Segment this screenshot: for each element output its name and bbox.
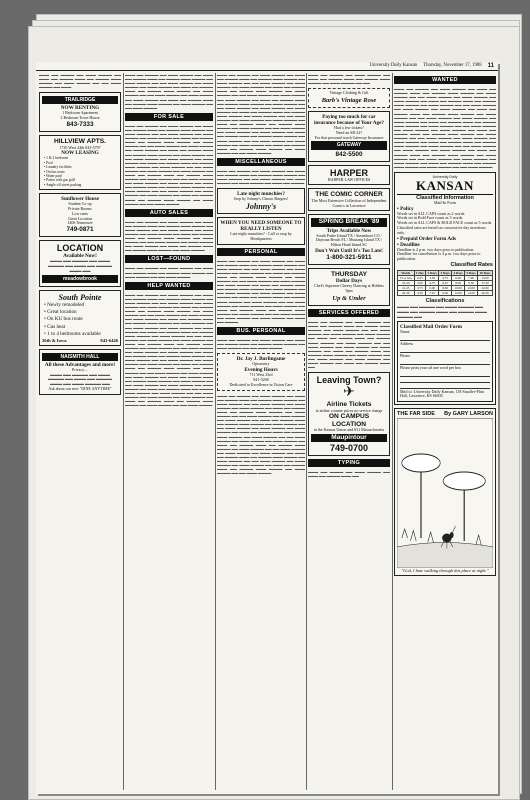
comic-drawing [397,418,493,568]
ad-hillview [39,135,121,190]
table-cell: 26.50 [478,291,493,296]
ad-line: Great Location [67,215,93,221]
table-row [398,291,493,296]
list-item: • 1 to 4 bedrooms available [44,331,118,338]
classified-text-block: ▬▬▬ ▬▬ ▬▬▬▬ ▬▬ ▬▬▬ ▬▬▬▬ ▬▬ ▬▬▬ ▬▬ ▬▬▬▬ ▬▬▬ ▬▬ ▬▬▬▬ ▬▬▬ ▬▬▬▬ ▬▬ ▬▬▬ ▬▬▬▬ ▬▬ ▬▬ ▬▬▬ ▬▬▬▬ ▬▬ ▬▬▬ ▬▬▬▬ ▬▬ ▬▬▬ ▬▬▬▬ ▬▬ ▬▬▬ ▬▬ ▬▬▬▬ ▬▬▬ ▬▬ ▬▬▬▬ ▬▬▬ ▬▬▬▬ ▬▬ ▬▬▬ ▬▬▬▬ ▬▬ ▬▬ ▬▬▬ ▬▬▬▬ ▬▬ ▬▬▬ ▬▬▬▬ ▬▬ ▬▬▬ ▬▬▬▬ ▬▬ ▬▬▬ ▬▬ ▬▬▬▬ ▬▬▬ ▬▬ ▬▬▬▬ ▬▬▬ ▬▬▬▬ ▬▬ ▬▬▬ ▬▬▬▬ ▬▬ ▬▬ ▬▬▬ ▬▬▬▬ ▬▬ ▬▬▬ ▬▬▬▬ ▬▬ ▬▬▬ ▬▬▬▬ ▬▬ ▬▬▬ ▬▬ ▬▬▬▬ ▬▬▬ ▬▬ ▬▬▬▬ ▬▬▬ ▬▬▬▬ ▬▬ ▬▬▬ ▬▬▬▬ ▬▬ ▬▬ ▬▬▬ ▬▬▬▬ ▬▬ ▬▬▬ ▬▬▬▬ ▬▬ ▬▬▬ ▬▬▬▬ ▬▬ ▬▬▬ ▬▬ ▬▬▬▬ ▬▬▬ ▬▬ ▬▬▬▬ ▬▬▬ ▬▬▬▬ ▬▬ ▬▬▬ ▬▬▬▬ ▬▬ ▬▬ ▬▬▬ ▬▬▬▬ ▬▬ ▬▬▬ ▬▬▬▬ ▬▬ ▬▬▬ ▬▬▬▬ ▬▬ ▬▬▬ ▬▬ ▬▬▬▬ ▬▬▬ ▬▬ ▬▬▬▬ ▬▬▬ ▬▬▬▬ ▬▬ ▬▬▬ ▬▬▬▬ ▬▬ ▬▬ ▬▬▬ ▬▬▬▬ ▬▬ ▬▬▬ ▬▬▬▬ ▬▬ ▬▬▬ ▬▬▬▬ ▬▬ ▬▬▬ ▬▬ ▬▬▬▬ ▬▬▬ ▬▬ ▬▬▬▬ ▬▬▬ ▬▬▬▬ ▬▬ ▬▬▬ ▬▬▬▬ ▬▬ ▬▬ ▬▬▬ ▬▬▬▬ [217,73,305,155]
section-header-lost-found: LOST—FOUND [125,255,213,263]
column-rule [123,73,124,790]
ad-body: ▬▬▬ ▬▬ ▬▬▬▬ ▬▬ ▬▬▬ ▬▬▬▬ ▬▬ ▬▬▬ ▬▬ ▬▬▬▬ ▬▬▬ ▬▬ [48,258,112,273]
classified-title: Classified Information [416,194,474,201]
classified-text-block: ▬▬▬ ▬▬ ▬▬▬▬ ▬▬ ▬▬▬ ▬▬▬▬ ▬▬ ▬▬▬ ▬▬ ▬▬▬▬ ▬▬▬ ▬▬ ▬▬▬▬ ▬▬▬ ▬▬▬▬ ▬▬ ▬▬▬ ▬▬▬▬ ▬▬ ▬▬ ▬▬▬ ▬▬▬▬ ▬▬ ▬▬▬ ▬▬▬▬ ▬▬ ▬▬▬ ▬▬▬▬ ▬▬ ▬▬▬ ▬▬ ▬▬▬▬ ▬▬▬ ▬▬ ▬▬▬▬ ▬▬▬ ▬▬▬▬ ▬▬ ▬▬▬ ▬▬▬▬ ▬▬ ▬▬ ▬▬▬ ▬▬▬▬ ▬▬ ▬▬▬ ▬▬▬▬ ▬▬ ▬▬▬ ▬▬▬▬ ▬▬ ▬▬▬ ▬▬ ▬▬▬▬ ▬▬▬ ▬▬ ▬▬▬▬ ▬▬▬ ▬▬▬▬ ▬▬ ▬▬▬ ▬▬▬▬ ▬▬ ▬▬ ▬▬▬ ▬▬▬▬ ▬▬ ▬▬▬ ▬▬▬▬ ▬▬ ▬▬▬ ▬▬▬▬ ▬▬ ▬▬▬ ▬▬ ▬▬▬▬ ▬▬▬ ▬▬ ▬▬▬▬ ▬▬▬ ▬▬▬▬ ▬▬ ▬▬▬ ▬▬▬▬ ▬▬ ▬▬ ▬▬▬ ▬▬▬▬ ▬▬ ▬▬▬ ▬▬▬▬ ▬▬ ▬▬▬ ▬▬▬▬ ▬▬ ▬▬▬ ▬▬ ▬▬▬▬ ▬▬▬ ▬▬ ▬▬▬▬ ▬▬▬ ▬▬▬▬ ▬▬ ▬▬▬ ▬▬▬▬ ▬▬ ▬▬ ▬▬▬ ▬▬▬▬ ▬▬ ▬▬▬ ▬▬▬▬ ▬▬ ▬▬▬ ▬▬▬▬ ▬▬ ▬▬▬ ▬▬ ▬▬▬▬ ▬▬▬ ▬▬ ▬▬▬▬ ▬▬▬ ▬▬▬▬ ▬▬ ▬▬▬ ▬▬▬▬ ▬▬ ▬▬ ▬▬▬ ▬▬▬▬ ▬▬ ▬▬▬ ▬▬▬▬ ▬▬ ▬▬▬ ▬▬▬▬ ▬▬ ▬▬▬ ▬▬ ▬▬▬▬ ▬▬▬ ▬▬ ▬▬▬▬ ▬▬▬ ▬▬▬▬ ▬▬ ▬▬▬ ▬▬▬▬ ▬▬ ▬▬ ▬▬▬ ▬▬▬▬ ▬▬ ▬▬▬ ▬▬▬▬ ▬▬ ▬▬▬ ▬▬▬▬ ▬▬ ▬▬▬ ▬▬ ▬▬▬▬ ▬▬▬ ▬▬ ▬▬▬▬ ▬▬▬ ▬▬▬▬ ▬▬ ▬▬▬ ▬▬▬▬ ▬▬ ▬▬ ▬▬▬ ▬▬▬▬ [394,87,496,169]
list-item: • 1 & 2 bedroom [44,156,118,160]
far-side-comic [394,408,496,576]
ad-line: Chef's Supreme Cheesy Dancing at Hobbes 9pm [314,283,384,294]
ad-line: 1406 Tennessee [67,220,93,226]
section-header-services: SERVICES OFFERED [308,309,390,317]
list-item: • On KU bus route [44,316,118,323]
column-classifieds-3 [217,73,305,790]
ad-line: Stop by Johnny's Classic Burgers! [233,196,289,202]
form-field-address[interactable] [400,348,490,353]
ad-headline: Sunflower House [61,196,99,203]
table-cell: 12.00 [452,291,465,296]
deadline-title: • Deadline [397,241,420,248]
ad-headquarters [217,217,305,245]
comic-caption: "God, I hate walking through this place at night." [401,568,489,574]
list-item: • Water paid [44,174,118,178]
kansan-masthead [397,175,493,195]
mushroom-cap [443,472,485,490]
classified-text-block: ▬▬▬ ▬▬ ▬▬▬▬ ▬▬ ▬▬▬ ▬▬▬▬ ▬▬ ▬▬▬ ▬▬ ▬▬▬▬ ▬▬▬ ▬▬ ▬▬▬▬ ▬▬▬ ▬▬▬▬ ▬▬ ▬▬▬ ▬▬▬▬ ▬▬ ▬▬ ▬▬▬ ▬▬▬▬ ▬▬ ▬▬▬ ▬▬▬▬ ▬▬ ▬▬▬ ▬▬▬▬ ▬▬ ▬▬▬ ▬▬ ▬▬▬▬ ▬▬▬ ▬▬ ▬▬▬▬ ▬▬▬ ▬▬▬▬ ▬▬ ▬▬▬ ▬▬▬▬ ▬▬ ▬▬ ▬▬▬ ▬▬▬▬ ▬▬ ▬▬▬ ▬▬▬▬ ▬▬ ▬▬▬ ▬▬▬▬ ▬▬ ▬▬▬ ▬▬ ▬▬▬▬ ▬▬▬ ▬▬ ▬▬▬▬ ▬▬▬ ▬▬▬▬ ▬▬ ▬▬▬ ▬▬▬▬ ▬▬ ▬▬ ▬▬▬ ▬▬▬▬ ▬▬ ▬▬▬ ▬▬▬▬ ▬▬ ▬▬▬ ▬▬▬▬ ▬▬ ▬▬▬ ▬▬ ▬▬▬▬ ▬▬▬ ▬▬ ▬▬▬▬ ▬▬▬ ▬▬▬▬ ▬▬ ▬▬▬ ▬▬▬▬ ▬▬ ▬▬ ▬▬▬ ▬▬▬▬ ▬▬ ▬▬▬ ▬▬▬▬ ▬▬ ▬▬▬ ▬▬▬▬ ▬▬ ▬▬▬ ▬▬ ▬▬▬▬ ▬▬▬ ▬▬ ▬▬▬▬ ▬▬▬ ▬▬▬▬ ▬▬ ▬▬▬ ▬▬▬▬ ▬▬ ▬▬ ▬▬▬ ▬▬▬▬ ▬▬ ▬▬▬ ▬▬▬▬ ▬▬ ▬▬▬ ▬▬▬▬ ▬▬ ▬▬▬ ▬▬ ▬▬▬▬ ▬▬▬ ▬▬ ▬▬▬▬ ▬▬▬ ▬▬▬▬ ▬▬ ▬▬▬ ▬▬▬▬ ▬▬ ▬▬ ▬▬▬ ▬▬▬▬ ▬▬ ▬▬▬ ▬▬▬▬ ▬▬ ▬▬▬ ▬▬▬▬ ▬▬ ▬▬▬ ▬▬ ▬▬▬▬ ▬▬▬ ▬▬ ▬▬▬▬ ▬▬▬ ▬▬▬▬ ▬▬ ▬▬▬ ▬▬▬▬ ▬▬ ▬▬ ▬▬▬ ▬▬▬▬ ▬▬ ▬▬▬ ▬▬▬▬ ▬▬ ▬▬▬ ▬▬▬▬ ▬▬ ▬▬▬ ▬▬ ▬▬▬▬ ▬▬▬ ▬▬ ▬▬▬▬ ▬▬▬ ▬▬▬▬ ▬▬ ▬▬▬ ▬▬▬▬ ▬▬ ▬▬ ▬▬▬ ▬▬▬▬ ▬▬ ▬▬▬ ▬▬▬▬ ▬▬ ▬▬▬ ▬▬▬▬ ▬▬ ▬▬▬ ▬▬ ▬▬▬▬ ▬▬▬ ▬▬ ▬▬▬▬ ▬▬▬ ▬▬▬▬ ▬▬ ▬▬▬ ▬▬▬▬ ▬▬ ▬▬ ▬▬▬ ▬▬▬▬ ▬▬ ▬▬▬ ▬▬▬▬ ▬▬ ▬▬▬ ▬▬▬▬ ▬▬ ▬▬▬ ▬▬ ▬▬▬▬ ▬▬▬ ▬▬ ▬▬▬▬ ▬▬▬ ▬▬▬▬ ▬▬ ▬▬▬ ▬▬▬▬ ▬▬ ▬▬ ▬▬▬ ▬▬▬▬ [125,292,213,408]
naismith-logo: NAISMITH HALL [42,353,118,361]
section-header-help-wanted: HELP WANTED [125,282,213,290]
ad-line: Low rates [72,210,88,216]
ad-line: Optometry [252,361,270,367]
ad-gateway-insurance [308,111,390,161]
column-rule [306,73,307,790]
section-header-auto-sales: AUTO SALES [125,209,213,217]
rates-table [397,270,493,296]
section-header-miscellaneous: MISCELLANEOUS [217,158,305,166]
table-cell: 12.00 [465,286,478,291]
table-cell: 26-30 [398,291,415,296]
comic-byline: By GARY LARSON [444,411,493,418]
policy-line: Words set in Bold Face count as 3 words. [397,215,464,221]
ad-line: Dollar Days [335,278,363,285]
ad-johnnys [217,188,305,214]
table-cell: 9.50 [439,291,452,296]
rates-title: Classified Rates [450,261,493,268]
ad-line: 1730 West 24th 843-5797 [59,144,101,150]
page-number: 11 [487,62,494,69]
ad-headline: Paying too much for car insurance because of Your Age? [313,114,385,127]
list-item: • On bus route [44,170,118,174]
ad-line: For that personal touch Gateway Insurance [314,134,384,140]
ad-phone: 842-5500 [335,150,363,158]
list-item: • Laundry facilities [44,165,118,169]
ad-footer [42,339,118,343]
ad-naismith-hall [39,349,121,395]
ad-optometry [217,353,305,390]
ad-line: Student Co-op [68,201,92,207]
ad-line: Available Now! [63,253,97,260]
ad-line: Privacy.... [72,366,88,372]
table-cell: 7.00 [465,276,478,281]
classified-text-block: ▬▬▬ ▬▬ ▬▬▬▬ ▬▬ ▬▬▬ ▬▬▬▬ ▬▬ ▬▬▬ ▬▬ ▬▬▬▬ ▬▬▬ ▬▬ ▬▬▬▬ ▬▬▬ ▬▬▬▬ ▬▬ ▬▬▬ ▬▬▬▬ ▬▬ ▬▬ [308,73,390,86]
ad-headline: HILLVIEW APTS. [53,138,106,146]
running-header [36,62,498,71]
ad-headline: Dr. Jay J. Burlingame [236,356,286,363]
ad-phone: 749-0700 [329,443,369,454]
policy-line: Classified rates are based on consecutive day insertions only. [397,224,486,235]
classified-text-block: ▬▬▬ ▬▬ ▬▬▬▬ ▬▬ ▬▬▬ ▬▬▬▬ ▬▬ ▬▬▬ ▬▬ ▬▬▬▬ ▬▬▬ ▬▬ ▬▬▬▬ ▬▬▬ ▬▬▬▬ ▬▬ ▬▬▬ ▬▬▬▬ ▬▬ ▬▬ ▬▬▬ ▬▬▬▬ ▬▬ ▬▬▬ ▬▬▬▬ ▬▬ ▬▬▬ ▬▬▬▬ ▬▬ ▬▬▬ ▬▬ ▬▬▬▬ ▬▬▬ ▬▬ ▬▬▬▬ ▬▬▬ ▬▬▬▬ ▬▬ ▬▬▬ ▬▬▬▬ ▬▬ ▬▬ ▬▬▬ ▬▬▬▬ ▬▬ ▬▬▬ ▬▬▬▬ ▬▬ ▬▬▬ ▬▬▬▬ ▬▬ ▬▬▬ ▬▬ ▬▬▬▬ ▬▬▬ ▬▬ ▬▬▬▬ ▬▬▬ ▬▬▬▬ ▬▬ ▬▬▬ ▬▬▬▬ ▬▬ ▬▬ ▬▬▬ ▬▬▬▬ [125,73,213,110]
column-rule [215,73,216,790]
ad-address: 26th & Iowa [42,337,67,343]
form-mail-to: Mail to: University Daily Kansan, 118 Stauffer-Flint Hall, Lawrence, KS 66045 [400,388,485,399]
classifications-list: ▬▬▬ ▬▬ ▬▬▬▬ ▬▬ ▬▬▬ ▬▬▬▬ ▬▬ ▬▬▬ ▬▬ ▬▬▬▬ ▬▬▬ ▬▬ ▬▬▬▬ ▬▬▬ ▬▬▬▬ ▬▬ [397,303,487,319]
form-title: Classified Mail Order Form [400,324,462,331]
table-header: 5 Days [466,271,476,276]
ad-line: Had a few tickets? [334,125,364,131]
classified-text-block: ▬▬▬ ▬▬ ▬▬▬▬ ▬▬ ▬▬▬ ▬▬▬▬ ▬▬ ▬▬▬ ▬▬ ▬▬▬▬ ▬▬▬ ▬▬ ▬▬▬▬ ▬▬▬ ▬▬▬▬ ▬▬ ▬▬▬ ▬▬▬▬ ▬▬ ▬▬ ▬▬▬ ▬▬▬▬ ▬▬ ▬▬▬ [39,73,121,90]
ad-headline: THURSDAY [330,270,368,278]
table-header: 10 Days [478,271,493,276]
feature-list [42,156,118,187]
comic-title: THE FAR SIDE [397,411,435,418]
ad-body: ▬▬▬ ▬▬ ▬▬▬▬ ▬▬ ▬▬▬ ▬▬▬▬ ▬▬ ▬▬▬ ▬▬ ▬▬▬▬ ▬▬▬ ▬▬ ▬▬▬ ▬▬▬▬ ▬▬ [48,371,112,387]
meadowbrook-logo: meadowbrook [42,275,118,283]
column-classifieds-2 [125,73,213,790]
issue-date: Thursday, November 17, 1988 [423,62,482,68]
gateway-logo: GATEWAY [311,141,387,149]
policy-line: Words set in ALL CAPS count as 2 words. [397,210,466,216]
ad-location [39,240,121,286]
list-item: • Patios with gas grill [44,178,118,182]
list-item: • Pool [44,161,118,165]
ad-line: Ask about our new "DINE ANYTIME" [48,386,112,392]
ad-headline: LOCATION [56,243,104,254]
form-label-name: Name [400,329,410,335]
classified-text-block: ▬▬▬ ▬▬ ▬▬▬▬ ▬▬ ▬▬▬ ▬▬▬▬ ▬▬ ▬▬▬ ▬▬ ▬▬▬▬ ▬▬▬ ▬▬ ▬▬▬▬ ▬▬▬ ▬▬▬▬ ▬▬ ▬▬▬ ▬▬▬▬ ▬▬ ▬▬ ▬▬▬ ▬▬▬▬ ▬▬ ▬▬▬ ▬▬▬▬ ▬▬ ▬▬▬ ▬▬▬▬ ▬▬ ▬▬▬ ▬▬ ▬▬▬▬ [217,168,305,186]
ad-line: Private Rooms [68,206,92,211]
deadline-line: Deadline is 2 p.m. two days prior to publication. [397,246,475,252]
table-cell: 13.00 [478,276,493,281]
column-housing-ads [39,73,121,790]
form-field-phone[interactable] [400,360,490,365]
ad-line: Evening Hours [244,367,278,374]
section-header-personal: PERSONAL [217,248,305,256]
table-cell: 6.00 [426,286,439,291]
classified-text-block: ▬▬▬ ▬▬ ▬▬▬▬ ▬▬ ▬▬▬ ▬▬▬▬ ▬▬ ▬▬▬ ▬▬ ▬▬▬▬ ▬▬▬ ▬▬ ▬▬▬▬ ▬▬▬ ▬▬▬▬ ▬▬ ▬▬▬ ▬▬▬▬ ▬▬ ▬▬ ▬▬▬ ▬▬▬▬ ▬▬ ▬▬▬ ▬▬▬▬ ▬▬ ▬▬▬ ▬▬▬▬ ▬▬ ▬▬▬ ▬▬ ▬▬▬▬ ▬▬▬ ▬▬ ▬▬▬▬ ▬▬▬ ▬▬▬▬ ▬▬ ▬▬▬ ▬▬▬▬ ▬▬ ▬▬ ▬▬▬ ▬▬▬▬ ▬▬ ▬▬▬ ▬▬▬▬ ▬▬ ▬▬▬ ▬▬▬▬ ▬▬ ▬▬▬ ▬▬ ▬▬▬▬ ▬▬▬ ▬▬ ▬▬▬▬ ▬▬▬ ▬▬▬▬ ▬▬ ▬▬▬ ▬▬▬▬ [125,219,213,253]
table-cell: 4.75 [439,276,452,281]
table-cell: 14.50 [465,291,478,296]
classifications-title: Classifications [425,298,465,305]
form-ad-box[interactable] [400,384,490,389]
list-item: • Ample off street parking [44,183,118,187]
feature-list [42,302,118,339]
ad-line: South Padre Island TX / Steamboat CO / Daytona Beach FL / Mustang Island TX / Hilton Head Island SC [315,232,383,248]
ad-tagline: Don't Wait Until It's Too Late! [315,247,383,254]
section-header-wanted: WANTED [394,76,496,84]
ad-phone: 749-0871 [66,226,94,234]
list-item: • Newly remodeled [44,302,118,309]
ad-phone: 843-6446 [100,337,118,343]
table-cell: 9.50 [465,281,478,286]
section-header-typing: TYPING [308,459,390,467]
ad-comic-corner [308,188,390,211]
form-label-address: Address [400,341,414,347]
column-classified-info [394,73,496,790]
ad-line: Late night munchies? - Call or stop by Headquarters [230,231,292,241]
classified-text-block: ▬▬▬ ▬▬ ▬▬▬▬ ▬▬ ▬▬▬ ▬▬▬▬ ▬▬ ▬▬▬ ▬▬ ▬▬▬▬ ▬▬▬ ▬▬ ▬▬▬▬ ▬▬▬ ▬▬▬▬ ▬▬ ▬▬▬ ▬▬▬▬ ▬▬ ▬▬ ▬▬▬ ▬▬▬▬ ▬▬ ▬▬▬ ▬▬▬▬ ▬▬ ▬▬▬ ▬▬▬▬ ▬▬ ▬▬▬ ▬▬ ▬▬▬▬ ▬▬▬ ▬▬ ▬▬▬▬ ▬▬▬ ▬▬▬▬ ▬▬ ▬▬▬ ▬▬▬▬ ▬▬ ▬▬ ▬▬▬ ▬▬▬▬ ▬▬ ▬▬▬ ▬▬▬▬ ▬▬ ▬▬▬ ▬▬▬▬ ▬▬ ▬▬▬ ▬▬ ▬▬▬▬ ▬▬▬ ▬▬ ▬▬▬▬ ▬▬▬ ▬▬▬▬ ▬▬ ▬▬▬ ▬▬▬▬ ▬▬ ▬▬ ▬▬▬ ▬▬▬▬ ▬▬ ▬▬▬ ▬▬▬▬ ▬▬ ▬▬▬ ▬▬▬▬ ▬▬ ▬▬▬ ▬▬ ▬▬▬▬ ▬▬▬ ▬▬ ▬▬▬▬ ▬▬▬ ▬▬▬▬ ▬▬ ▬▬▬ ▬▬▬▬ ▬▬ ▬▬ ▬▬▬ ▬▬▬▬ ▬▬ ▬▬▬ ▬▬▬▬ ▬▬ ▬▬▬ ▬▬▬▬ ▬▬ ▬▬▬ ▬▬ ▬▬▬▬ ▬▬▬ ▬▬ ▬▬▬▬ ▬▬▬ ▬▬▬▬ ▬▬ ▬▬▬ ▬▬▬▬ ▬▬ ▬▬ ▬▬▬ ▬▬▬▬ ▬▬ ▬▬▬ ▬▬▬▬ ▬▬ ▬▬▬ ▬▬▬▬ ▬▬ ▬▬▬ ▬▬ ▬▬▬▬ ▬▬▬ ▬▬ ▬▬▬▬ ▬▬▬ ▬▬▬▬ ▬▬ ▬▬▬ ▬▬▬▬ ▬▬ ▬▬ ▬▬▬ ▬▬▬▬ ▬▬ ▬▬▬ ▬▬▬▬ ▬▬ ▬▬▬ ▬▬▬▬ ▬▬ ▬▬▬ ▬▬ ▬▬▬▬ ▬▬▬ ▬▬ ▬▬▬▬ ▬▬▬ ▬▬▬▬ ▬▬ ▬▬▬ ▬▬▬▬ ▬▬ ▬▬ ▬▬▬ ▬▬▬▬ [217,393,305,476]
mail-order-form [397,321,493,402]
ad-sunflower-house [39,193,121,237]
ad-south-pointe [39,290,121,346]
table-cell: 7.25 [426,291,439,296]
table-cell: 22.00 [478,286,493,291]
table-cell: 2.25 [414,276,426,281]
table-cell: 3.50 [426,276,439,281]
ad-line: 2 Bedroom Town House [60,115,100,121]
masthead-title: KANSAN [416,177,474,193]
form-ad-box[interactable] [400,372,490,377]
classified-text-block: ▬▬▬ ▬▬ ▬▬▬▬ ▬▬ ▬▬▬ ▬▬▬▬ ▬▬ ▬▬▬ ▬▬ ▬▬▬▬ ▬▬▬ ▬▬ [308,470,390,479]
ad-line: Vintage Clothing & Gift [329,90,369,96]
ad-address: 711 West 23rd [249,372,273,378]
table-header: 4 Days [453,271,463,276]
classified-text-block: ▬▬▬ ▬▬ ▬▬▬▬ ▬▬ ▬▬▬ ▬▬▬▬ ▬▬ ▬▬▬ ▬▬ ▬▬▬▬ ▬▬▬ ▬▬ ▬▬▬▬ ▬▬▬ ▬▬▬▬ ▬▬ ▬▬▬ ▬▬▬▬ ▬▬ ▬▬ ▬▬▬ ▬▬▬▬ ▬▬ ▬▬▬ ▬▬▬▬ ▬▬ ▬▬▬ ▬▬▬▬ ▬▬ ▬▬▬ ▬▬ ▬▬▬▬ ▬▬▬ ▬▬ ▬▬▬▬ ▬▬▬ ▬▬▬▬ ▬▬ ▬▬▬ ▬▬▬▬ ▬▬ ▬▬ ▬▬▬ ▬▬▬▬ ▬▬ ▬▬▬ ▬▬▬▬ ▬▬ ▬▬▬ ▬▬▬▬ ▬▬ ▬▬▬ ▬▬ ▬▬▬▬ ▬▬▬ ▬▬ ▬▬▬▬ ▬▬▬ ▬▬▬▬ ▬▬ ▬▬▬ ▬▬▬▬ ▬▬ ▬▬ ▬▬▬ ▬▬▬▬ ▬▬ ▬▬▬ ▬▬▬▬ ▬▬ ▬▬▬ ▬▬▬▬ ▬▬ ▬▬▬ ▬▬ ▬▬▬▬ ▬▬▬ ▬▬ ▬▬▬▬ ▬▬▬ ▬▬▬▬ ▬▬ ▬▬▬ ▬▬▬▬ ▬▬ ▬▬ ▬▬▬ ▬▬▬▬ ▬▬ ▬▬▬ ▬▬▬▬ ▬▬ ▬▬▬ ▬▬▬▬ ▬▬ ▬▬▬ ▬▬ ▬▬▬▬ ▬▬▬ ▬▬ ▬▬▬▬ ▬▬▬ ▬▬▬▬ ▬▬ ▬▬▬ ▬▬▬▬ ▬▬ ▬▬ ▬▬▬ ▬▬▬▬ ▬▬ ▬▬▬ ▬▬▬▬ ▬▬ ▬▬▬ ▬▬▬▬ ▬▬ ▬▬▬ ▬▬ ▬▬▬▬ [217,258,305,325]
form-ad-box[interactable] [400,378,490,383]
paper-name: University Daily Kansan [369,62,418,68]
table-cell: 8.00 [439,286,452,291]
table-cell: 4.50 [414,291,426,296]
table-cell: 6.25 [439,281,452,286]
list-item: • Great location [44,309,118,316]
classified-text-block: ▬▬▬ ▬▬ ▬▬▬▬ ▬▬ ▬▬▬ ▬▬▬▬ ▬▬ ▬▬▬ ▬▬ ▬▬▬▬ ▬▬▬ ▬▬ ▬▬▬▬ ▬▬▬ ▬▬▬▬ ▬▬ ▬▬▬ ▬▬▬▬ ▬▬ ▬▬ ▬▬▬ ▬▬▬▬ [125,266,213,279]
ad-phone: 1-800-321-5911 [326,253,372,261]
form-field-name[interactable] [400,336,490,341]
ad-harper-law [308,165,390,186]
newspaper-page [36,62,498,794]
column-display-ads [308,73,390,790]
ad-line: NOW LEASING [61,150,99,157]
table-cell: 6.00 [452,276,465,281]
table-cell: 21-25 [398,286,415,291]
ad-headline: WHEN YOU NEED SOMEONE TO REALLY LISTEN [220,220,302,233]
section-header-bus-personal: BUS. PERSONAL [217,327,305,335]
ad-up-and-under [308,268,390,306]
ad-headline: SPRING BREAK '89 [311,218,387,226]
classified-subtitle: Mail-In Form [434,200,456,206]
table-cell: 3.75 [414,286,426,291]
table-cell: 10.00 [452,286,465,291]
ad-barbs-vintage-rose [308,88,390,108]
johnnys-logo: Johnny's [245,202,277,212]
table-cell: 8.00 [452,281,465,286]
list-item: • Gas heat [44,324,118,331]
ground [397,543,493,569]
ad-tagline: Dedicated to Excellence in Vision Care [229,381,293,387]
classified-text-block: ▬▬▬ ▬▬ ▬▬▬▬ ▬▬ ▬▬▬ ▬▬▬▬ ▬▬ ▬▬▬ ▬▬ ▬▬▬▬ ▬▬▬ ▬▬ ▬▬▬▬ ▬▬▬ ▬▬▬▬ ▬▬ ▬▬▬ ▬▬▬▬ ▬▬ ▬▬ ▬▬▬ ▬▬▬▬ ▬▬ ▬▬▬ ▬▬▬▬ ▬▬ ▬▬▬ ▬▬▬▬ ▬▬ ▬▬▬ ▬▬ ▬▬▬▬ ▬▬▬ ▬▬ ▬▬▬▬ ▬▬▬ ▬▬▬▬ ▬▬ ▬▬▬ ▬▬▬▬ ▬▬ ▬▬ ▬▬▬ ▬▬▬▬ ▬▬ ▬▬▬ ▬▬▬▬ ▬▬ ▬▬▬ ▬▬▬▬ ▬▬ ▬▬▬ ▬▬ ▬▬▬▬ ▬▬▬ ▬▬ ▬▬▬▬ ▬▬▬ ▬▬▬▬ ▬▬ ▬▬▬ ▬▬▬▬ ▬▬ ▬▬ ▬▬▬ ▬▬▬▬ ▬▬ ▬▬▬ ▬▬▬▬ ▬▬ ▬▬▬ ▬▬▬▬ ▬▬ ▬▬▬ ▬▬ ▬▬▬▬ ▬▬▬ ▬▬ ▬▬▬▬ ▬▬▬ ▬▬▬▬ ▬▬ ▬▬▬ ▬▬▬▬ ▬▬ ▬▬ ▬▬▬ ▬▬▬▬ ▬▬ ▬▬▬ ▬▬▬▬ ▬▬ ▬▬▬ ▬▬▬▬ ▬▬ ▬▬▬ ▬▬ ▬▬▬▬ ▬▬▬ ▬▬ ▬▬▬▬ ▬▬▬ ▬▬▬▬ ▬▬ ▬▬▬ ▬▬▬▬ ▬▬ ▬▬ ▬▬▬ ▬▬▬▬ ▬▬ ▬▬▬ ▬▬▬▬ ▬▬ ▬▬▬ ▬▬▬▬ ▬▬ ▬▬▬ ▬▬ ▬▬▬▬ ▬▬▬ ▬▬ ▬▬▬▬ ▬▬▬ ▬▬▬▬ ▬▬ ▬▬▬ ▬▬▬▬ ▬▬ ▬▬ ▬▬▬ ▬▬▬▬ ▬▬ ▬▬▬ ▬▬▬▬ ▬▬ ▬▬▬ ▬▬▬▬ ▬▬ ▬▬▬ ▬▬ ▬▬▬▬ ▬▬▬ ▬▬ ▬▬▬▬ ▬▬▬ ▬▬▬▬ ▬▬ ▬▬▬ ▬▬▬▬ ▬▬ ▬▬ ▬▬▬ ▬▬▬▬ [125,123,213,206]
ad-line: Trips Available Now [326,227,372,234]
table-cell: 4.75 [426,281,439,286]
ad-line: Airline Tickets [326,401,372,409]
ad-line: 1 Bedroom Apartment [62,110,98,116]
policy-line: Words set in ALL CAPS & BOLD FACE count as 5 words. [397,220,493,226]
form-label-phone: Phone [400,352,410,358]
up-and-under-logo: Up & Under [332,295,366,303]
ad-line: The Most Extensive Collection of Independent Comics in Lawrence [311,197,387,208]
comic-header [397,411,493,418]
ad-line: All these Advantages and more! [44,361,116,368]
ad-headline: HARPER [329,167,368,178]
mushroom-cap [402,454,440,472]
policy-title: • Policy [397,205,414,212]
ad-line: Need an SR-22? [335,129,363,135]
table-header: 3 Days [440,271,450,276]
ad-phone: 841-5268 [253,377,269,383]
table-cell: 17.50 [478,281,493,286]
section-header-for-sale: FOR SALE [125,113,213,121]
table-cell: 3.00 [414,281,426,286]
ant-head [450,532,454,538]
prepaid-title: • Prepaid Order Form Ads [397,235,456,242]
ad-line: ON CAMPUS LOCATION [328,413,370,428]
table-cell: 16-20 [398,281,415,286]
ad-line: in the Kansas Union and 631 Massachusetts [313,427,385,433]
ad-maupintour [308,372,390,456]
maupintour-logo: Maupintour [311,434,387,442]
ad-headline: THE COMIC CORNER [315,191,383,199]
masthead-small: University Daily [432,174,458,179]
ad-spring-break [308,214,390,264]
classified-text-block: ▬▬▬ ▬▬ ▬▬▬▬ ▬▬ ▬▬▬ ▬▬▬▬ ▬▬ ▬▬▬ ▬▬ ▬▬▬▬ ▬▬▬ ▬▬ ▬▬▬▬ ▬▬▬ ▬▬▬▬ ▬▬ ▬▬▬ ▬▬▬▬ ▬▬ ▬▬ ▬▬▬ ▬▬▬▬ [217,338,305,351]
table-header: 2 Days [427,271,437,276]
classified-text-block: ▬▬▬ ▬▬ ▬▬▬▬ ▬▬ ▬▬▬ ▬▬▬▬ ▬▬ ▬▬▬ ▬▬ ▬▬▬▬ ▬▬▬ ▬▬ ▬▬▬▬ ▬▬▬ ▬▬▬▬ ▬▬ ▬▬▬ ▬▬▬▬ ▬▬ ▬▬ ▬▬▬ ▬▬▬▬ ▬▬ ▬▬▬ ▬▬▬▬ ▬▬ ▬▬▬ ▬▬▬▬ ▬▬ ▬▬▬ ▬▬ ▬▬▬▬ ▬▬▬ ▬▬ ▬▬▬▬ ▬▬▬ ▬▬▬▬ ▬▬ ▬▬▬ ▬▬▬▬ ▬▬ ▬▬ ▬▬▬ ▬▬▬▬ ▬▬ ▬▬▬ ▬▬▬▬ ▬▬ ▬▬▬ ▬▬▬▬ ▬▬ ▬▬▬ ▬▬ ▬▬▬▬ ▬▬▬ ▬▬ ▬▬▬▬ ▬▬▬ ▬▬▬▬ ▬▬ ▬▬▬ ▬▬▬▬ ▬▬ ▬▬ ▬▬▬ ▬▬▬▬ ▬▬ ▬▬▬ ▬▬▬▬ ▬▬ ▬▬▬ ▬▬▬▬ ▬▬ ▬▬▬ ▬▬ ▬▬▬▬ ▬▬▬ ▬▬ [308,320,390,370]
form-instructions: Please print your ad one word per box [400,364,461,370]
ad-headline: NOW RENTING [60,105,100,112]
table-header: Words [398,271,415,276]
classified-info-box [394,172,496,405]
trailridge-logo: TRAILRIDGE [42,96,118,104]
airplane-icon: ✈ [343,385,355,401]
table-cell: 15 or less [398,276,415,281]
barbs-logo: Barb's Vintage Rose [321,97,377,105]
column-rule [392,73,393,790]
ad-trailridge [39,92,121,132]
ad-headline: Leaving Town? [316,375,382,386]
deadline-line: Deadline for cancellation is 4 p.m. two days prior to publication. [397,251,481,262]
south-pointe-logo: South Pointe [58,292,102,302]
ad-headline: Late night munchies? [237,191,285,198]
ad-line: at airline counter prices no service charge [315,407,383,413]
ad-line: HARPER LAW OFFICES [327,176,371,182]
ad-phone: 843-7333 [66,121,94,129]
table-header: 1 Day [415,271,424,276]
